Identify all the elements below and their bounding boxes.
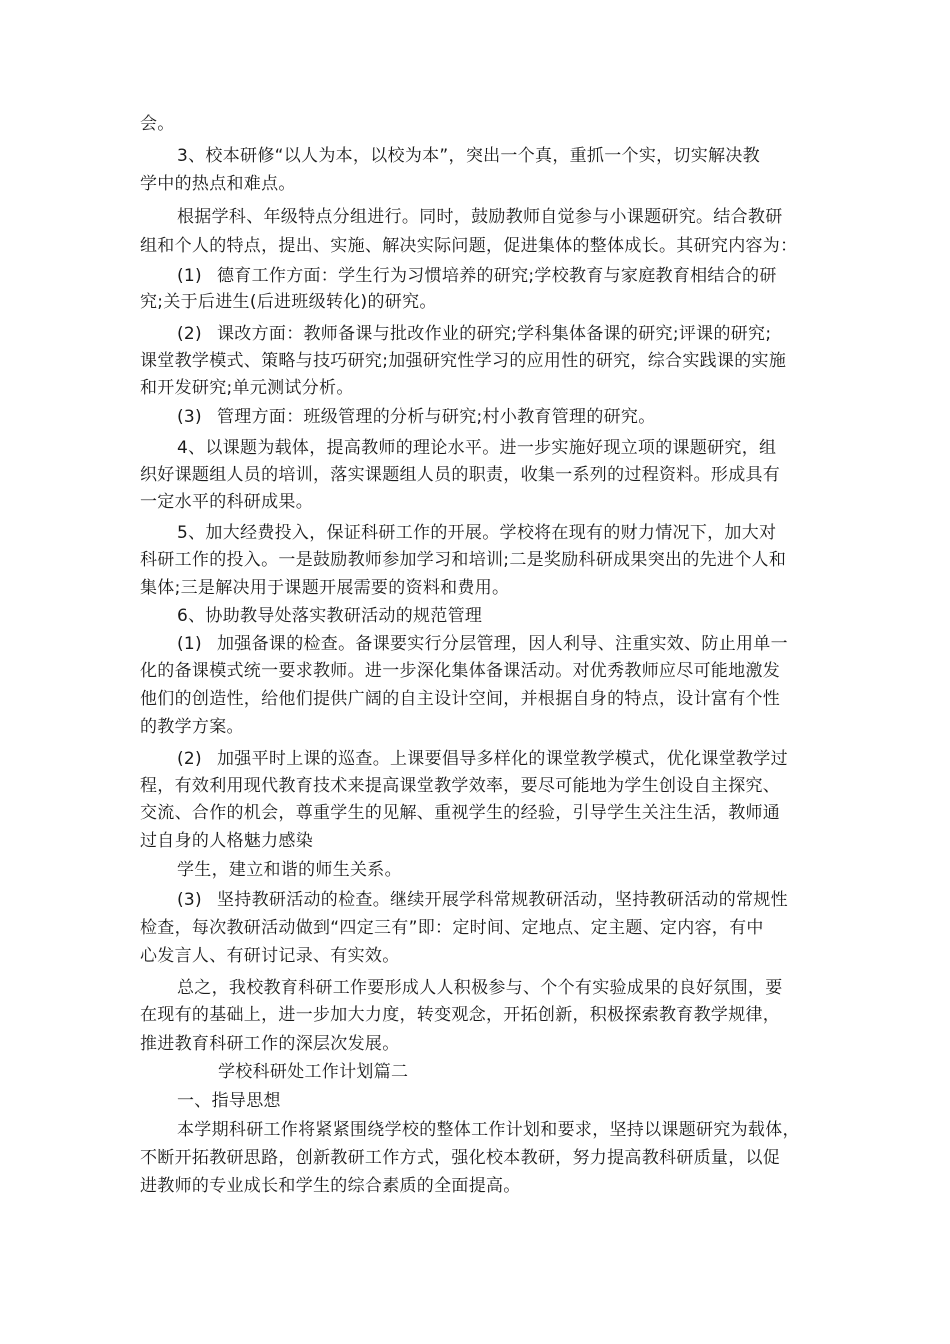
list-item [177, 633, 788, 655]
list-marker: (3) [177, 890, 202, 910]
text-line: 心发言人、有研讨记录、有实效。 [140, 946, 400, 966]
list-item [177, 748, 788, 770]
section-heading: 一、指导思想 [177, 1091, 281, 1111]
text-line: 总之，我校教育科研工作要形成人人积极参与、个个有实验成果的良好氛围，要 [177, 978, 783, 998]
text-line: 课改方面：教师备课与批改作业的研究;学科集体备课的研究;评课的研究; [217, 324, 772, 344]
list-item [177, 889, 788, 911]
text-line: 不断开拓教研思路，创新教研工作方式，强化校本教研，努力提高教科研质量，以促 [140, 1148, 781, 1168]
text-line: 德育工作方面：学生行为习惯培养的研究;学校教育与家庭教育相结合的研 [217, 266, 777, 286]
text-line: 学中的热点和难点。 [140, 174, 296, 194]
text-line: 4、以课题为载体，提高教师的理论水平。进一步实施好现立项的课题研究，组 [177, 438, 777, 458]
text-line: 的教学方案。 [140, 717, 244, 737]
text-line: 一定水平的科研成果。 [140, 492, 313, 512]
list-marker: (2) [177, 749, 202, 769]
list-item [177, 406, 656, 428]
text-line: 6、协助教导处落实教研活动的规范管理 [177, 606, 483, 626]
list-item [177, 265, 777, 287]
text-line: 究;关于后进生(后进班级转化)的研究。 [140, 292, 437, 312]
text-line: 管理方面：班级管理的分析与研究;村小教育管理的研究。 [217, 407, 656, 427]
text-line: 和开发研究;单元测试分析。 [140, 378, 354, 398]
text-line: 交流、合作的机会，尊重学生的见解、重视学生的经验，引导学生关注生活，教师通 [140, 803, 781, 823]
text-line: 织好课题组人员的培训，落实课题组人员的职责，收集一系列的过程资料。形成具有 [140, 465, 781, 485]
text-line: 集体;三是解决用于课题开展需要的资料和费用。 [140, 578, 510, 598]
text-line: 进教师的专业成长和学生的综合素质的全面提高。 [140, 1176, 521, 1196]
text-line: 本学期科研工作将紧紧围绕学校的整体工作计划和要求，坚持以课题研究为载体， [177, 1120, 800, 1140]
text-line: 坚持教研活动的检查。继续开展学科常规教研活动，坚持教研活动的常规性 [217, 890, 788, 910]
text-line: 5、加大经费投入，保证科研工作的开展。学校将在现有的财力情况下，加大对 [177, 523, 777, 543]
text-line: 学生，建立和谐的师生关系。 [177, 860, 402, 880]
text-line: 3、校本研修“以人为本，以校为本”，突出一个真，重抓一个实，切实解决教 [177, 146, 760, 166]
text-line: 科研工作的投入。一是鼓励教师参加学习和培训;二是奖励科研成果突出的先进个人和 [140, 550, 787, 570]
text-line: 会。 [140, 114, 175, 134]
text-line: 他们的创造性，给他们提供广阔的自主设计空间，并根据自身的特点，设计富有个性 [140, 689, 781, 709]
list-marker: (2) [177, 324, 202, 344]
text-line: 过自身的人格魅力感染 [140, 831, 313, 851]
text-line: 加强平时上课的巡查。上课要倡导多样化的课堂教学模式，优化课堂教学过 [217, 749, 788, 769]
list-marker: (1) [177, 634, 202, 654]
text-line: 组和个人的特点，提出、实施、解决实际问题，促进集体的整体成长。其研究内容为： [140, 236, 798, 256]
text-line: 推进教育科研工作的深层次发展。 [140, 1034, 400, 1054]
list-marker: (1) [177, 266, 202, 286]
text-line: 在现有的基础上，进一步加大力度，转变观念，开拓创新，积极探索教育教学规律， [140, 1005, 781, 1025]
text-line: 根据学科、年级特点分组进行。同时，鼓励教师自觉参与小课题研究。结合教研 [177, 207, 783, 227]
section-title: 学校科研处工作计划篇二 [218, 1062, 409, 1082]
text-line: 检查，每次教研活动做到“四定三有”即：定时间、定地点、定主题、定内容，有中 [140, 918, 764, 938]
text-line: 加强备课的检查。备课要实行分层管理，因人利导、注重实效、防止用单一 [217, 634, 788, 654]
text-line: 化的备课模式统一要求教师。进一步深化集体备课活动。对优秀教师应尽可能地激发 [140, 661, 781, 681]
text-line: 程，有效利用现代教育技术来提高课堂教学效率，要尽可能地为学生创设自主探究、 [140, 776, 781, 796]
list-marker: (3) [177, 407, 202, 427]
text-line: 课堂教学模式、策略与技巧研究;加强研究性学习的应用性的研究，综合实践课的实施 [140, 351, 787, 371]
list-item [177, 323, 771, 345]
